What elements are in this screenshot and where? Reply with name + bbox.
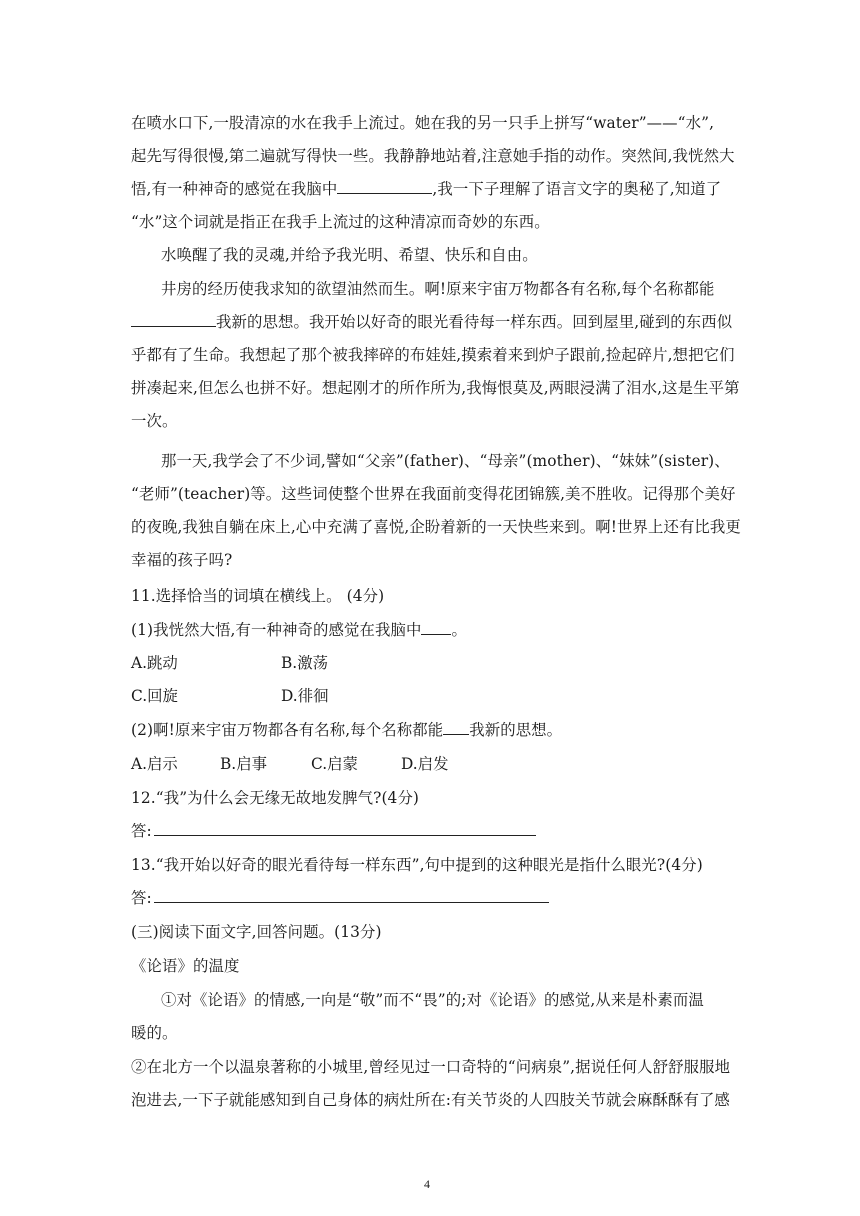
option[interactable]: C.回旋 xyxy=(131,687,178,705)
text-line: 乎都有了生命。我想起了那个被我摔碎的布娃娃,摸索着来到炉子跟前,捡起碎片,想把它们 xyxy=(131,346,735,364)
question-11-stem: 11.选择恰当的词填在横线上。 (4分) xyxy=(131,587,385,605)
question-11-sub1: (1)我恍然大悟,有一种神奇的感觉在我脑中 。 xyxy=(131,621,467,639)
text-line: 泡进去,一下子就能感知到自己身体的病灶所在:有关节炎的人四肢关节就会麻酥酥有了感 xyxy=(131,1091,730,1109)
option[interactable]: A.启示 xyxy=(131,755,178,773)
page-number: 4 xyxy=(424,1177,430,1191)
answer-line[interactable] xyxy=(154,821,536,836)
section-heading: (三)阅读下面文字,回答问题。(13分) xyxy=(131,923,382,941)
question-13-stem: 13.“我开始以好奇的眼光看待每一样东西”,句中提到的这种眼光是指什么眼光?(4分) xyxy=(131,856,703,874)
option[interactable]: D.徘徊 xyxy=(281,687,329,705)
option[interactable]: B.启事 xyxy=(220,755,267,773)
question-12-stem: 12.“我”为什么会无缘无故地发脾气?(4分) xyxy=(131,789,420,807)
text-line: 水唤醒了我的灵魂,并给予我光明、希望、快乐和自由。 xyxy=(161,246,538,264)
option[interactable]: C.启蒙 xyxy=(311,755,358,773)
text-line: 的夜晚,我独自躺在床上,心中充满了喜悦,企盼着新的一天快些来到。啊!世界上还有比我更 xyxy=(131,518,741,536)
option[interactable]: A.跳动 xyxy=(131,654,178,672)
text-line: “水”这个词就是指正在我手上流过的这种清凉而奇妙的东西。 xyxy=(131,213,550,231)
text-line: 悟,有一种神奇的感觉在我脑中 ,我一下子理解了语言文字的奥秘了,知道了 xyxy=(131,180,722,198)
text-line: 一次。 xyxy=(131,412,178,430)
fill-blank xyxy=(131,312,216,327)
article-title: 《论语》的温度 xyxy=(131,957,240,975)
text-line: 暖的。 xyxy=(131,1024,178,1042)
answer-line[interactable] xyxy=(154,888,549,903)
question-11-sub2: (2)啊!原来宇宙万物都各有名称,每个名称都能 我新的思想。 xyxy=(131,721,563,739)
answer-row: 答: xyxy=(131,888,549,908)
answer-blank[interactable] xyxy=(421,620,451,635)
text-line: 幸福的孩子吗? xyxy=(131,551,233,569)
text-line: 拼凑起来,但怎么也拼不好。想起刚才的所作所为,我悔恨莫及,两眼浸满了泪水,这是生平第 xyxy=(131,379,740,397)
text-line: 我新的思想。我开始以好奇的眼光看待每一样东西。回到屋里,碰到的东西似 xyxy=(131,312,732,332)
text-line: 井房的经历使我求知的欲望油然而生。啊!原来宇宙万物都各有名称,每个名称都能 xyxy=(161,280,715,298)
answer-row: 答: xyxy=(131,821,536,841)
text-line: “老师”(teacher)等。这些词使整个世界在我面前变得花团锦簇,美不胜收。记得那个美好 xyxy=(131,485,736,503)
option[interactable]: B.激荡 xyxy=(281,654,328,672)
text-line: 那一天,我学会了不少词,譬如“父亲”(father)、“母亲”(mother)、“妹妹”(sister)、 xyxy=(161,452,730,470)
answer-blank[interactable] xyxy=(443,720,469,735)
text-line: 在喷水口下,一股清凉的水在我手上流过。她在我的另一只手上拼写“water”——“水”, xyxy=(131,114,715,132)
text-line: ②在北方一个以温泉著称的小城里,曾经见过一口奇特的“问病泉”,据说任何人舒舒服服地 xyxy=(131,1058,731,1076)
fill-blank xyxy=(337,179,432,194)
option[interactable]: D.启发 xyxy=(401,755,449,773)
text-line: ①对《论语》的情感,一向是“敬”而不“畏”的;对《论语》的感觉,从来是朴素而温 xyxy=(161,991,704,1009)
text-line: 起先写得很慢,第二遍就写得快一些。我静静地站着,注意她手指的动作。突然间,我恍然大 xyxy=(131,147,735,165)
